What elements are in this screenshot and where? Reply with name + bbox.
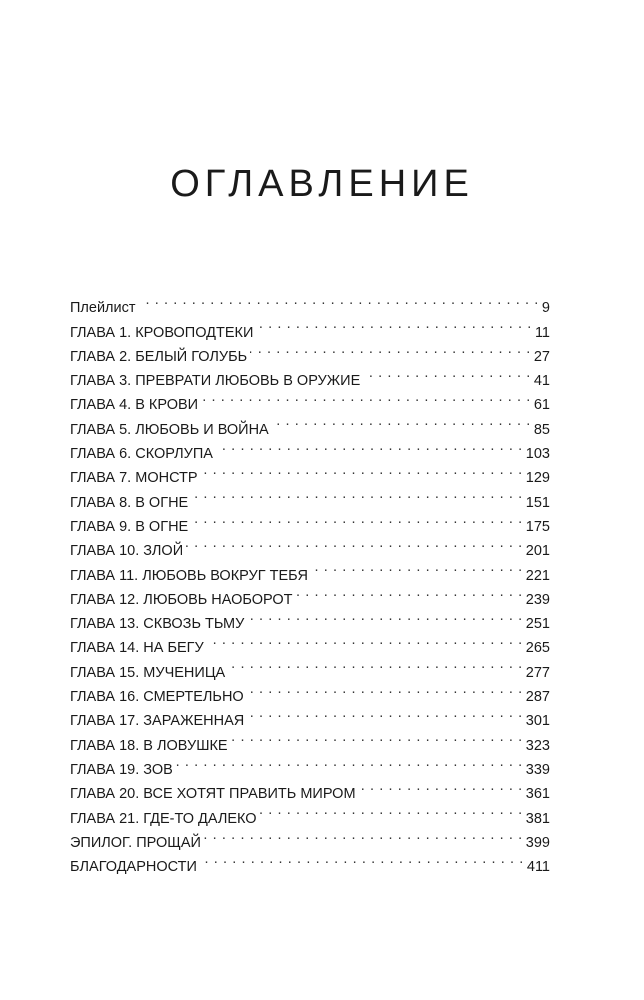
- toc-dot-leader: [139, 288, 539, 312]
- toc-entry-label: ГЛАВА 2. БЕЛЫЙ ГОЛУБЬ: [70, 348, 248, 365]
- toc-dot-leader: [363, 361, 531, 385]
- toc-entry-page-number: 239: [525, 591, 550, 608]
- toc-dot-leader: [186, 531, 523, 555]
- toc-entry-label: ГЛАВА 5. ЛЮБОВЬ И ВОЙНА: [70, 421, 269, 438]
- toc-dot-leader: [216, 434, 523, 458]
- toc-entry-page-number: 265: [525, 640, 550, 657]
- toc-entry-page-number: 201: [525, 543, 550, 560]
- toc-entry-label: ГЛАВА 15. МУЧЕНИЦА: [70, 664, 226, 681]
- toc-entry-label: ГЛАВА 3. ПРЕВРАТИ ЛЮБОВЬ В ОРУЖИЕ: [70, 373, 361, 390]
- toc-entry-label: ГЛАВА 12. ЛЮБОВЬ НАОБОРОТ: [70, 591, 293, 608]
- toc-entry-page-number: 323: [525, 737, 550, 754]
- toc-entry-page-number: 339: [525, 761, 550, 778]
- page-title: ОГЛАВЛЕНИЕ: [170, 163, 474, 205]
- toc-dot-leader: [176, 750, 523, 774]
- toc-dot-leader: [311, 555, 523, 579]
- toc-entry-label: ГЛАВА 13. СКВОЗЬ ТЬМУ: [70, 616, 245, 633]
- toc-entry-page-number: 27: [533, 348, 550, 365]
- toc-dot-leader: [207, 628, 523, 652]
- toc-dot-leader: [256, 312, 532, 336]
- toc-entry-page-number: 85: [533, 421, 550, 438]
- toc-entry-page-number: 287: [525, 689, 550, 706]
- toc-entry-label: ГЛАВА 14. НА БЕГУ: [70, 640, 204, 657]
- toc-entry-label: ГЛАВА 6. СКОРЛУПА: [70, 446, 213, 463]
- toc-dot-leader: [204, 823, 523, 847]
- toc-entry-page-number: 399: [525, 834, 550, 851]
- toc-entry-label: ГЛАВА 19. ЗОВ: [70, 761, 173, 778]
- toc-entry-label: БЛАГОДАРНОСТИ: [70, 859, 197, 876]
- toc-dot-leader: [228, 652, 523, 676]
- toc-list: [70, 288, 550, 876]
- toc-entry-page-number: 277: [525, 664, 550, 681]
- toc-entry-page-number: 9: [541, 300, 550, 317]
- toc-entry-page-number: 61: [533, 397, 550, 414]
- toc-dot-leader: [191, 482, 523, 506]
- toc-dot-leader: [247, 604, 522, 628]
- toc-dot-leader: [231, 725, 523, 749]
- toc-entry-page-number: 11: [534, 324, 550, 341]
- toc-entry-label: ГЛАВА 17. ЗАРАЖЕННАЯ: [70, 713, 245, 730]
- toc-entry-label: ГЛАВА 9. В ОГНЕ: [70, 518, 189, 535]
- toc-entry-label: ГЛАВА 1. КРОВОПОДТЕКИ: [70, 324, 254, 341]
- toc-entry-page-number: 103: [525, 446, 550, 463]
- toc-dot-leader: [359, 774, 523, 798]
- toc-entry-label: Плейлист: [70, 300, 136, 317]
- toc-entry-page-number: 361: [525, 786, 550, 803]
- toc-entry-label: ЭПИЛОГ. ПРОЩАЙ: [70, 834, 201, 851]
- toc-dot-leader: [250, 337, 531, 361]
- toc-entry-page-number: 251: [525, 616, 550, 633]
- toc-entry-page-number: 41: [533, 373, 550, 390]
- toc-entry-label: ГЛАВА 16. СМЕРТЕЛЬНО: [70, 689, 244, 706]
- toc-dot-leader: [247, 677, 523, 701]
- toc-entry: [70, 312, 550, 341]
- toc-entry: [70, 288, 550, 317]
- toc-entry-label: ГЛАВА 20. ВСЕ ХОТЯТ ПРАВИТЬ МИРОМ: [70, 786, 356, 803]
- toc-entry-page-number: 221: [525, 567, 550, 584]
- toc-dot-leader: [272, 409, 531, 433]
- toc-dot-leader: [200, 847, 524, 871]
- toc-entry-label: ГЛАВА 8. В ОГНЕ: [70, 494, 189, 511]
- toc-dot-leader: [296, 580, 523, 604]
- toc-entry-label: ГЛАВА 18. В ЛОВУШКЕ: [70, 737, 228, 754]
- toc-dot-leader: [201, 458, 523, 482]
- toc-dot-leader: [260, 798, 523, 822]
- toc-entry-label: ГЛАВА 4. В КРОВИ: [70, 397, 199, 414]
- toc-entry-label: ГЛАВА 21. ГДЕ-ТО ДАЛЕКО: [70, 810, 257, 827]
- toc-dot-leader: [247, 701, 523, 725]
- toc-entry-page-number: 301: [525, 713, 550, 730]
- toc-entry-page-number: 151: [525, 494, 550, 511]
- toc-dot-leader: [201, 385, 531, 409]
- toc-entry-page-number: 381: [525, 810, 550, 827]
- toc-dot-leader: [191, 507, 523, 531]
- toc-entry-label: ГЛАВА 7. МОНСТР: [70, 470, 198, 487]
- toc-entry-page-number: 129: [525, 470, 550, 487]
- toc-entry-label: ГЛАВА 11. ЛЮБОВЬ ВОКРУГ ТЕБЯ: [70, 567, 308, 584]
- toc-entry-page-number: 175: [525, 518, 550, 535]
- toc-entry-page-number: 411: [526, 859, 550, 876]
- toc-entry-label: ГЛАВА 10. ЗЛОЙ: [70, 543, 184, 560]
